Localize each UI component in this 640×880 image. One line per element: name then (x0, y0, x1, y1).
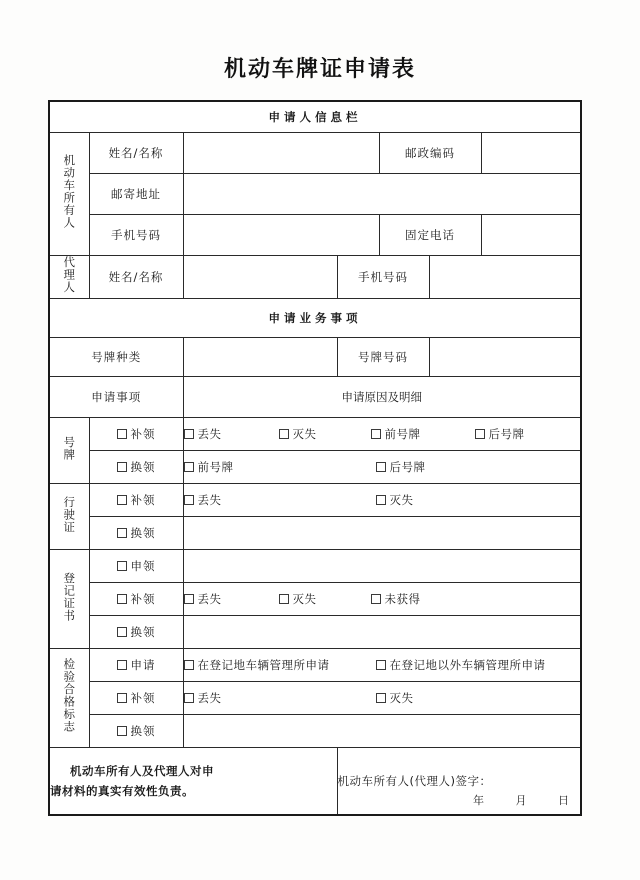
plate-type-row (49, 338, 581, 377)
owner-name-row (49, 133, 581, 174)
checkbox-icon[interactable] (371, 429, 381, 439)
registration-group-row-1 (49, 550, 581, 583)
owner-landline-input[interactable] (481, 215, 581, 256)
plate-number-input[interactable] (429, 338, 581, 377)
options-inspection-buling (183, 682, 581, 715)
agent-name-label: 姓名/名称 (89, 256, 183, 299)
checkbox-icon[interactable] (279, 594, 289, 604)
plate-type-input[interactable] (183, 338, 337, 377)
matter-label: 申请事项 (49, 377, 183, 418)
owner-address-input[interactable] (183, 174, 581, 215)
checkbox-icon[interactable] (376, 693, 386, 703)
option-inspection-nonlocal[interactable]: 在登记地以外车辆管理所申请 (376, 657, 546, 673)
business-section-header-row (49, 299, 581, 338)
checkbox-icon[interactable] (376, 660, 386, 670)
inspection-group-row-2 (49, 682, 581, 715)
option-registration-buling-lost[interactable]: 丢失 (184, 591, 279, 607)
plate-group-row-1 (49, 418, 581, 451)
options-inspection-huanling (183, 715, 581, 748)
declaration-line-1: 机动车所有人及代理人对申 (70, 763, 214, 778)
action-inspection-buling[interactable]: 补领 (89, 682, 183, 715)
action-inspection-shenqing[interactable]: 申请 (89, 649, 183, 682)
group-label-plate: 号牌 (49, 418, 89, 484)
business-section-header: 申请业务事项 (49, 299, 581, 338)
action-inspection-huanling[interactable]: 换领 (89, 715, 183, 748)
checkbox-icon[interactable] (376, 495, 386, 505)
action-plate-buling[interactable]: 补领 (89, 418, 183, 451)
license-group-row-1 (49, 484, 581, 517)
inspection-group-row-1 (49, 649, 581, 682)
owner-postcode-label: 邮政编码 (379, 133, 481, 174)
registration-group-row-2 (49, 583, 581, 616)
owner-landline-label: 固定电话 (379, 215, 481, 256)
page-title: 机动车牌证申请表 (223, 57, 416, 82)
declaration-line-2: 请材料的真实有效性负责。 (50, 784, 194, 799)
option-license-buling-destroyed[interactable]: 灭失 (376, 492, 414, 508)
signature-cell[interactable] (337, 748, 581, 816)
footer-row (49, 748, 581, 816)
application-form-table (48, 100, 582, 816)
checkbox-icon[interactable] (117, 561, 127, 571)
checkbox-icon[interactable] (117, 627, 127, 637)
checkbox-icon[interactable] (117, 660, 127, 670)
checkbox-icon[interactable] (117, 528, 127, 538)
signature-label: 机动车所有人(代理人)签字： (337, 774, 492, 789)
matter-row (49, 377, 581, 418)
checkbox-icon[interactable] (371, 594, 381, 604)
options-license-buling (183, 484, 581, 517)
owner-mobile-row (49, 215, 581, 256)
inspection-group-row-3 (49, 715, 581, 748)
options-plate-buling (183, 418, 581, 451)
option-plate-huanling-rear[interactable]: 后号牌 (376, 459, 426, 475)
agent-mobile-label: 手机号码 (337, 256, 429, 299)
date-day-label: 日 (558, 794, 570, 808)
agent-mobile-input[interactable] (429, 256, 581, 299)
options-registration-huanling (183, 616, 581, 649)
group-label-registration: 登记证书 (49, 550, 89, 649)
owner-mobile-input[interactable] (183, 215, 379, 256)
option-inspection-buling-destroyed[interactable]: 灭失 (376, 690, 414, 706)
owner-address-row (49, 174, 581, 215)
option-license-buling-lost[interactable]: 丢失 (184, 492, 376, 508)
plate-group-row-2 (49, 451, 581, 484)
checkbox-icon[interactable] (279, 429, 289, 439)
matter-detail-header: 申请原因及明细 (183, 377, 581, 418)
checkbox-icon[interactable] (117, 594, 127, 604)
action-registration-buling[interactable]: 补领 (89, 583, 183, 616)
action-registration-shenling[interactable]: 申领 (89, 550, 183, 583)
options-license-huanling (183, 517, 581, 550)
owner-postcode-input[interactable] (481, 133, 581, 174)
checkbox-icon[interactable] (184, 660, 194, 670)
agent-name-input[interactable] (183, 256, 337, 299)
registration-group-row-3 (49, 616, 581, 649)
action-registration-huanling[interactable]: 换领 (89, 616, 183, 649)
checkbox-icon[interactable] (184, 693, 194, 703)
date-year-label: 年 (473, 794, 485, 808)
checkbox-icon[interactable] (184, 495, 194, 505)
options-registration-shenling (183, 550, 581, 583)
date-line (447, 792, 570, 808)
option-plate-buling-lost[interactable]: 丢失 (184, 426, 279, 442)
owner-group-label: 机动车所有人 (49, 133, 89, 256)
owner-name-input[interactable] (183, 133, 379, 174)
checkbox-icon[interactable] (117, 429, 127, 439)
checkbox-icon[interactable] (184, 462, 194, 472)
option-inspection-local[interactable]: 在登记地车辆管理所申请 (184, 657, 376, 673)
owner-name-label: 姓名/名称 (89, 133, 183, 174)
option-plate-huanling-front[interactable]: 前号牌 (184, 459, 376, 475)
agent-row (49, 256, 581, 299)
declaration-text (49, 748, 337, 816)
checkbox-icon[interactable] (475, 429, 485, 439)
action-license-huanling[interactable]: 换领 (89, 517, 183, 550)
plate-type-label: 号牌种类 (49, 338, 183, 377)
checkbox-icon[interactable] (117, 726, 127, 736)
action-license-buling[interactable]: 补领 (89, 484, 183, 517)
option-plate-buling-front[interactable]: 前号牌 (371, 426, 475, 442)
owner-address-label: 邮寄地址 (89, 174, 183, 215)
checkbox-icon[interactable] (117, 693, 127, 703)
options-plate-huanling (183, 451, 581, 484)
checkbox-icon[interactable] (184, 429, 194, 439)
option-inspection-buling-lost[interactable]: 丢失 (184, 690, 376, 706)
option-plate-buling-rear[interactable]: 后号牌 (475, 426, 525, 442)
group-label-inspection: 检验合格标志 (49, 649, 89, 748)
checkbox-icon[interactable] (184, 594, 194, 604)
applicant-section-header: 申请人信息栏 (49, 101, 581, 133)
group-label-license: 行驶证 (49, 484, 89, 550)
checkbox-icon[interactable] (117, 462, 127, 472)
action-plate-huanling[interactable]: 换领 (89, 451, 183, 484)
date-month-label: 月 (515, 794, 528, 808)
owner-mobile-label: 手机号码 (89, 215, 183, 256)
applicant-section-header-row (49, 101, 581, 133)
license-group-row-2 (49, 517, 581, 550)
checkbox-icon[interactable] (117, 495, 127, 505)
checkbox-icon[interactable] (376, 462, 386, 472)
options-inspection-shenqing (183, 649, 581, 682)
plate-number-label: 号牌号码 (337, 338, 429, 377)
options-registration-buling (183, 583, 581, 616)
option-plate-buling-destroyed[interactable]: 灭失 (279, 426, 371, 442)
agent-group-label: 代理人 (49, 256, 89, 299)
option-registration-buling-notobtained[interactable]: 未获得 (371, 591, 421, 607)
option-registration-buling-destroyed[interactable]: 灭失 (279, 591, 371, 607)
